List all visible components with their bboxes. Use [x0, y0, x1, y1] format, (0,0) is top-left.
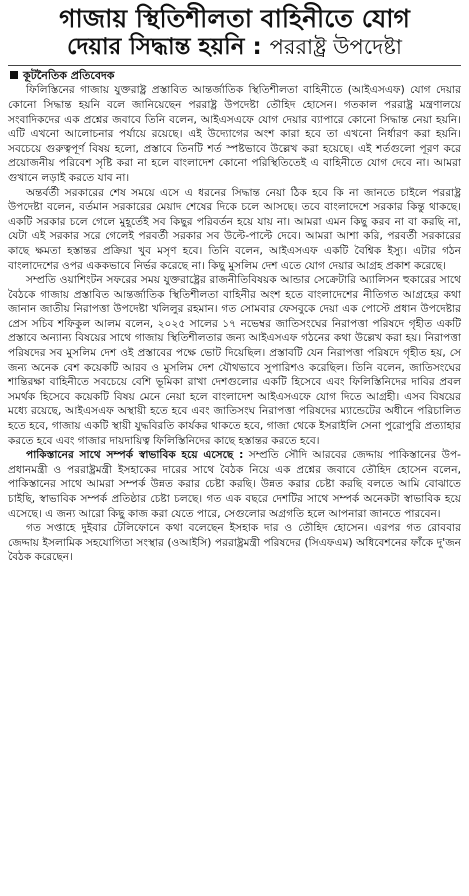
- headline-line-2: [8, 34, 461, 61]
- headline-speaker: পররাষ্ট্র উপদেষ্টা: [269, 34, 402, 59]
- headline: [8, 4, 461, 61]
- paragraph-4: [8, 448, 461, 521]
- section-subheading: পাকিস্তানের সাথে সম্পর্ক স্বাভাবিক হয়ে এসেছে :: [26, 449, 244, 462]
- paragraph-5: গত সপ্তাহে দুইবার টেলিফোনে কথা বলেছেন ইসহাক দার ও তৌহিদ হোসেন। এরপর গত রোববার জেদ্দায় ইসলামিক সহযোগিতা সংস্থার (ওআইসি) পররাষ্ট্রমন্ত্রী পরিষদের (সিএফএম) অধিবেশনের ফাঁকে দু'জন বৈঠক করেছেন।: [8, 522, 461, 564]
- headline-line-1: গাজায় স্থিতিশীলতা বাহিনীতে যোগ: [59, 4, 410, 33]
- paragraph-2: অন্তর্বর্তী সরকারের শেষ সময়ে এসে এ ধরনের সিদ্ধান্ত নেয়া ঠিক হবে কি না জানতে চাইলে পররাষ্ট্র উপদেষ্টা বলেন, বর্তমান সরকারের মেয়াদ শেষের দিকে চলে আসছে। তবে বাংলাদেশে সরকার কিন্তু থাকছে। একটি সরকার চলে গেলে মুহূর্তেই সব কিছুর পরিবর্তন হয়ে যায় না। আমরা এমন কিছু করব না বা করছি না, যেটা এই সরকার সরে গেলেই পরবর্তী সরকার সব উল্টে-পাল্টে দেবে। আমরা আশা করি, পরবর্তী সরকারের কাছে ক্ষমতা হস্তান্তর প্রক্রিয়া খুব মসৃণ হবে। তিনি বলেন, আইএসএফ একটি বৈশ্বিক ইস্যু। এটার গঠন বাংলাদেশের ওপর এককভাবে নির্ভর করেছে না। কিছু মুসলিম দেশ এতে যোগ দেয়ার আগ্রহ প্রকাশ করেছে।: [8, 186, 461, 272]
- headline-separator: :: [252, 33, 262, 60]
- byline: [10, 69, 461, 83]
- section-text: সম্প্রতি সৌদি আরবের জেদ্দায় পাকিস্তানের উপ-প্রধানমন্ত্রী ও পররাষ্ট্রমন্ত্রী ইসহাকের দারের সাথে বৈঠক নিয়ে এক প্রশ্নের জবাবে তৌহিদ হোসেন বলেন, পাকিস্তানের সাথে আমরা সম্পর্ক উন্নত করার চেষ্টা করছি। উন্নত করার চেষ্টা করছি বলতে আমি বোঝাতে চাইছি, স্বাভাবিক সম্পর্ক প্রতিষ্ঠার চেষ্টা চলছে। গত এক বছরে দেশটির সাথে সম্পর্ক অনেকটা স্বাভাবিক হয়ে এসেছে। এ জন্য আরো কিছু কাজ করা যেতে পারে, সেগুলোর অগ্রগতি হলে আপনারা জানতে পারবেন।: [8, 449, 461, 520]
- bullet-square-icon: [10, 71, 18, 79]
- divider: [8, 65, 461, 66]
- paragraph-1: ফিলিস্তিনের গাজায় যুক্তরাষ্ট্র প্রস্তাবিত আন্তর্জাতিক স্থিতিশীলতা বাহিনীতে (আইএসএফ) যোগ দেয়ার কোনো সিদ্ধান্ত হয়নি বলে জানিয়েছেন পররাষ্ট্র উপদেষ্টা তৌহিদ হোসেন। গতকাল পররাষ্ট্র মন্ত্রণালয়ে সংবাদিকদের এক প্রশ্নের জবাবে তিনি বলেন, আইএসএফে যোগ দেয়ার ব্যাপারে কোনো সিদ্ধান্ত নেয়া হয়নি। এটি এখনো আলোচনার পর্যায়ে রয়েছে। এই উদ্যোগের অংশ কারা হবে তা এখনো নির্ধারণ করা হয়নি। সবচেয়ে গুরুত্বপূর্ণ বিষয় হলো, প্রস্তাবে তিনটি শর্ত স্পষ্টভাবে উল্লেখ করা হয়েছে। এই শর্তগুলো পূরণ করে প্রয়োজনীয় পরিবেশ সৃষ্টি করা না হলে বাংলাদেশ কোনো পরিস্থিতিতেই এ বাহিনীতে যোগ দেবে না। আমরা গুখানে লড়াই করতে যাব না।: [8, 84, 461, 184]
- article-body: [8, 83, 461, 565]
- headline-main: দেয়ার সিদ্ধান্ত হয়নি: [67, 33, 245, 60]
- paragraph-3: সম্প্রতি ওয়াশিংটন সফরের সময় যুক্তরাষ্ট্রের রাজনীতিবিষয়ক আন্ডার সেক্রেটারি অ্যালিসন হুকারের সাথে বৈঠকে গাজায় প্রস্তাবিত আন্তর্জাতিক স্থিতিশীলতা বাহিনীর অংশ হতে বাংলাদেশের নীতিগত আগ্রহের কথা জানান জাতীয় নিরাপত্তা উপদেষ্টা খলিলুর রহমান। গত সোমবার ফেসবুকে দেয়া এক পোস্টে প্রধান উপদেষ্টার প্রেস সচিব শফিকুল আলম বলেন, ২০২৫ সালের ১৭ নভেম্বর জাতিসংঘের নিরাপত্তা পরিষদে গৃহীত একটি প্রস্তাবে অন্যান্য বিষয়ের সাথে গাজায় স্থিতিশীলতার জন্য আইএসএফ গঠনের কথা উল্লেখ করা হয়। নিরাপত্তা পরিষদের সব মুসলিম দেশ ওই প্রস্তাবের পক্ষে ভোট দিয়েছিল। প্রস্তাবটি যেন নিরাপত্তা পরিষদে গৃহীত হয়, সে জন্য অনেক বেশ কয়েকটি আরব ও মুসলিম দেশ যৌথভাবে সুপারিশও করেছিল। তিনি বলেন, জাতিসংঘের শান্তিরক্ষা বাহিনীতে সবচেয়ে বেশি ভূমিকা রাখা দেশগুলোর একটি হিসেবে এবং ফিলিস্তিনিদের দাবির প্রবল সমর্থক হিসেবে কয়েকটি বিষয় মেনে নেয়া হলে বাংলাদেশ আইএসএফে যোগ দিতে আগ্রহী। এসব বিষয়ের মধ্যে রয়েছে, আইএসএফ অস্থায়ী হতে হবে এবং জাতিসংঘ নিরাপত্তা পরিষদের ম্যান্ডেটের অধীনে পরিচালিত হতে হবে, গাজায় একটি স্থায়ী যুদ্ধবিরতি কার্যকর থাকতে হবে, গাজা থেকে ইসরাইলি সেনা পুরোপুরি প্রত্যাহার করতে হবে এবং গাজার দায়দায়িত্ব ফিলিস্তিনিদের কাছে হস্তান্তর করতে হবে।: [8, 274, 462, 447]
- byline-text: কূটনৈতিক প্রতিবেদক: [23, 68, 115, 82]
